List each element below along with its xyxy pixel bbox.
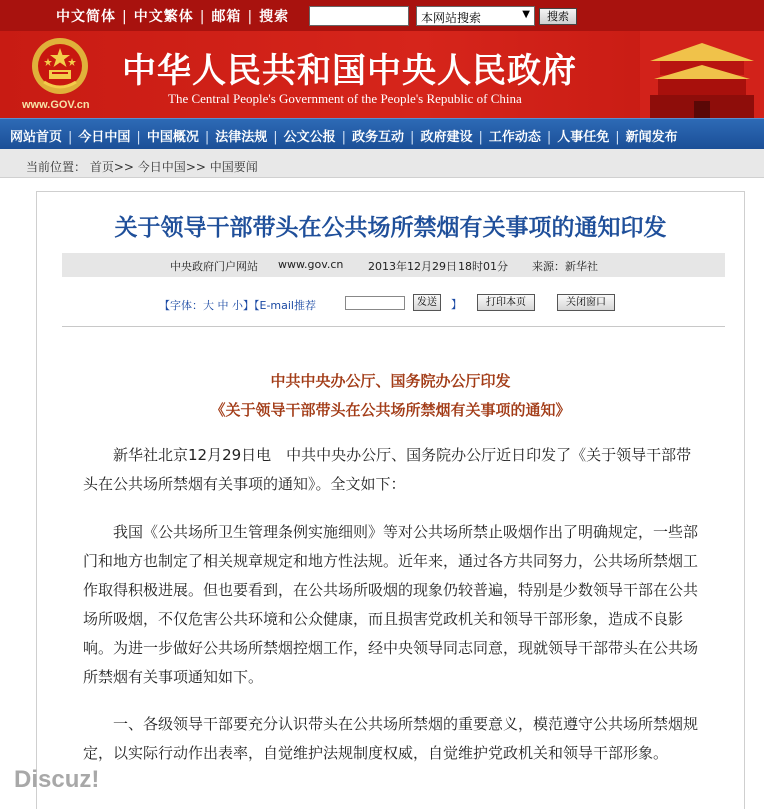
meta-origin: 来源：新华社	[532, 260, 598, 273]
chevron-down-icon: ▼	[522, 9, 530, 20]
separator: |	[122, 9, 128, 25]
top-links	[56, 6, 289, 26]
breadcrumb-china-news[interactable]: 中国要闻	[209, 160, 258, 174]
close-window-button[interactable]: 关闭窗口	[557, 294, 615, 311]
separator: |	[478, 130, 483, 145]
breadcrumb-home[interactable]: 首页	[89, 160, 114, 174]
nav-item-today-china[interactable]: 今日中国	[78, 130, 131, 145]
send-button[interactable]: 发送	[413, 294, 441, 311]
nav-item-laws[interactable]: 法律法规	[215, 130, 268, 145]
site-banner	[0, 31, 764, 118]
traditional-chinese-link[interactable]: 中文繁体	[133, 9, 194, 25]
search-scope-value: 本网站搜索	[421, 11, 482, 25]
breadcrumb-label: 当前位置：	[26, 160, 87, 174]
nav-item-home[interactable]: 网站首页	[10, 130, 63, 145]
nav-item-press-release[interactable]: 新闻发布	[625, 130, 678, 145]
mailbox-link[interactable]: 邮箱	[211, 9, 242, 25]
breadcrumb-separator: >>	[113, 160, 134, 174]
meta-source: 中央政府门户网站	[170, 260, 258, 273]
article-title: 关于领导干部带头在公共场所禁烟有关事项的通知印发	[114, 214, 667, 241]
nav-item-documents[interactable]: 公文公报	[283, 130, 336, 145]
breadcrumb-bar	[0, 149, 764, 178]
article-paragraph: 新华社北京12月29日电 中共中央办公厅、国务院办公厅近日印发了《关于领导干部带头在公共场所禁烟有关事项的通知》。全文如下：	[83, 446, 692, 493]
search-label: 搜索	[259, 9, 290, 25]
nav-item-interaction[interactable]: 政务互动	[352, 130, 405, 145]
font-size-email-label[interactable]: 【字体：大 中 小】【E-mail推荐	[159, 299, 316, 312]
breadcrumb-today-china[interactable]: 今日中国	[137, 160, 186, 174]
gov-url-logo: www.GOV.cn	[22, 99, 90, 111]
separator: |	[410, 130, 415, 145]
breadcrumb	[26, 158, 258, 175]
article-subhead-notice: 《关于领导干部带头在公共场所禁烟有关事项的通知》	[210, 401, 571, 419]
separator: |	[68, 130, 73, 145]
meta-date: 2013年12月29日	[368, 260, 457, 273]
separator: |	[546, 130, 552, 145]
separator: |	[204, 130, 210, 145]
discuz-watermark: Discuz!	[14, 766, 100, 793]
search-button[interactable]: 搜索	[539, 8, 577, 25]
nav-item-china-overview[interactable]: 中国概况	[146, 130, 199, 145]
article-paragraph: 一、各级领导干部要充分认识带头在公共场所禁烟的重要意义，模范遵守公共场所禁烟规定，以实际行动作出表率，自觉维护法规制度权威，自觉维护党政机关和领导干部形象。	[83, 715, 699, 762]
article-frame	[36, 191, 745, 809]
article-paragraph: 我国《公共场所卫生管理条例实施细则》等对公共场所禁止吸烟作出了明确规定，一些部门和地方也制定了相关规章规定和地方性法规。近年来，通过各方共同努力，公共场所禁烟工作取得积极进展。但也要看到，在公共场所吸烟的现象仍较普遍，特别是少数领导干部在公共场所吸烟，不仅危害公共环境和公众健康，而且损害党政机关和领导干部形象，造成不良影响。为进一步做好公共场所禁烟控烟工作，经中央领导同志同意，现就领导干部带头在公共场所禁烟有关事项通知如下。	[83, 523, 699, 686]
meta-site: www.gov.cn	[278, 258, 344, 271]
nav-item-appointments[interactable]: 人事任免	[557, 130, 610, 145]
search-scope-select[interactable]	[416, 6, 535, 26]
main-navigation	[0, 118, 764, 149]
divider	[62, 326, 725, 327]
email-input[interactable]	[345, 296, 405, 310]
bracket-close: 】	[451, 298, 462, 311]
national-emblem-icon[interactable]	[30, 36, 90, 96]
separator: |	[136, 130, 141, 145]
nav-items	[10, 126, 678, 145]
separator: |	[199, 9, 206, 25]
site-title-english: The Central People's Government of the People's Republic of China	[168, 91, 522, 106]
separator: |	[247, 9, 254, 25]
site-title-chinese: 中华人民共和国中央人民政府	[122, 51, 577, 91]
top-utility-bar	[0, 0, 764, 31]
article-tools	[37, 291, 744, 315]
meta-time: 18时01分	[458, 260, 508, 273]
breadcrumb-separator: >>	[185, 160, 206, 174]
print-button[interactable]: 打印本页	[477, 294, 535, 311]
nav-item-government-building[interactable]: 政府建设	[420, 130, 473, 145]
article-subhead-issuer: 中共中央办公厅、国务院办公厅印发	[270, 372, 511, 390]
separator: |	[615, 130, 620, 145]
search-input[interactable]	[309, 6, 409, 26]
nav-item-work-updates[interactable]: 工作动态	[488, 130, 541, 145]
separator: |	[341, 130, 347, 145]
tiananmen-gate-icon	[640, 31, 764, 118]
article-meta-bar	[62, 253, 725, 277]
simplified-chinese-link[interactable]: 中文简体	[56, 9, 116, 25]
separator: |	[273, 130, 278, 145]
